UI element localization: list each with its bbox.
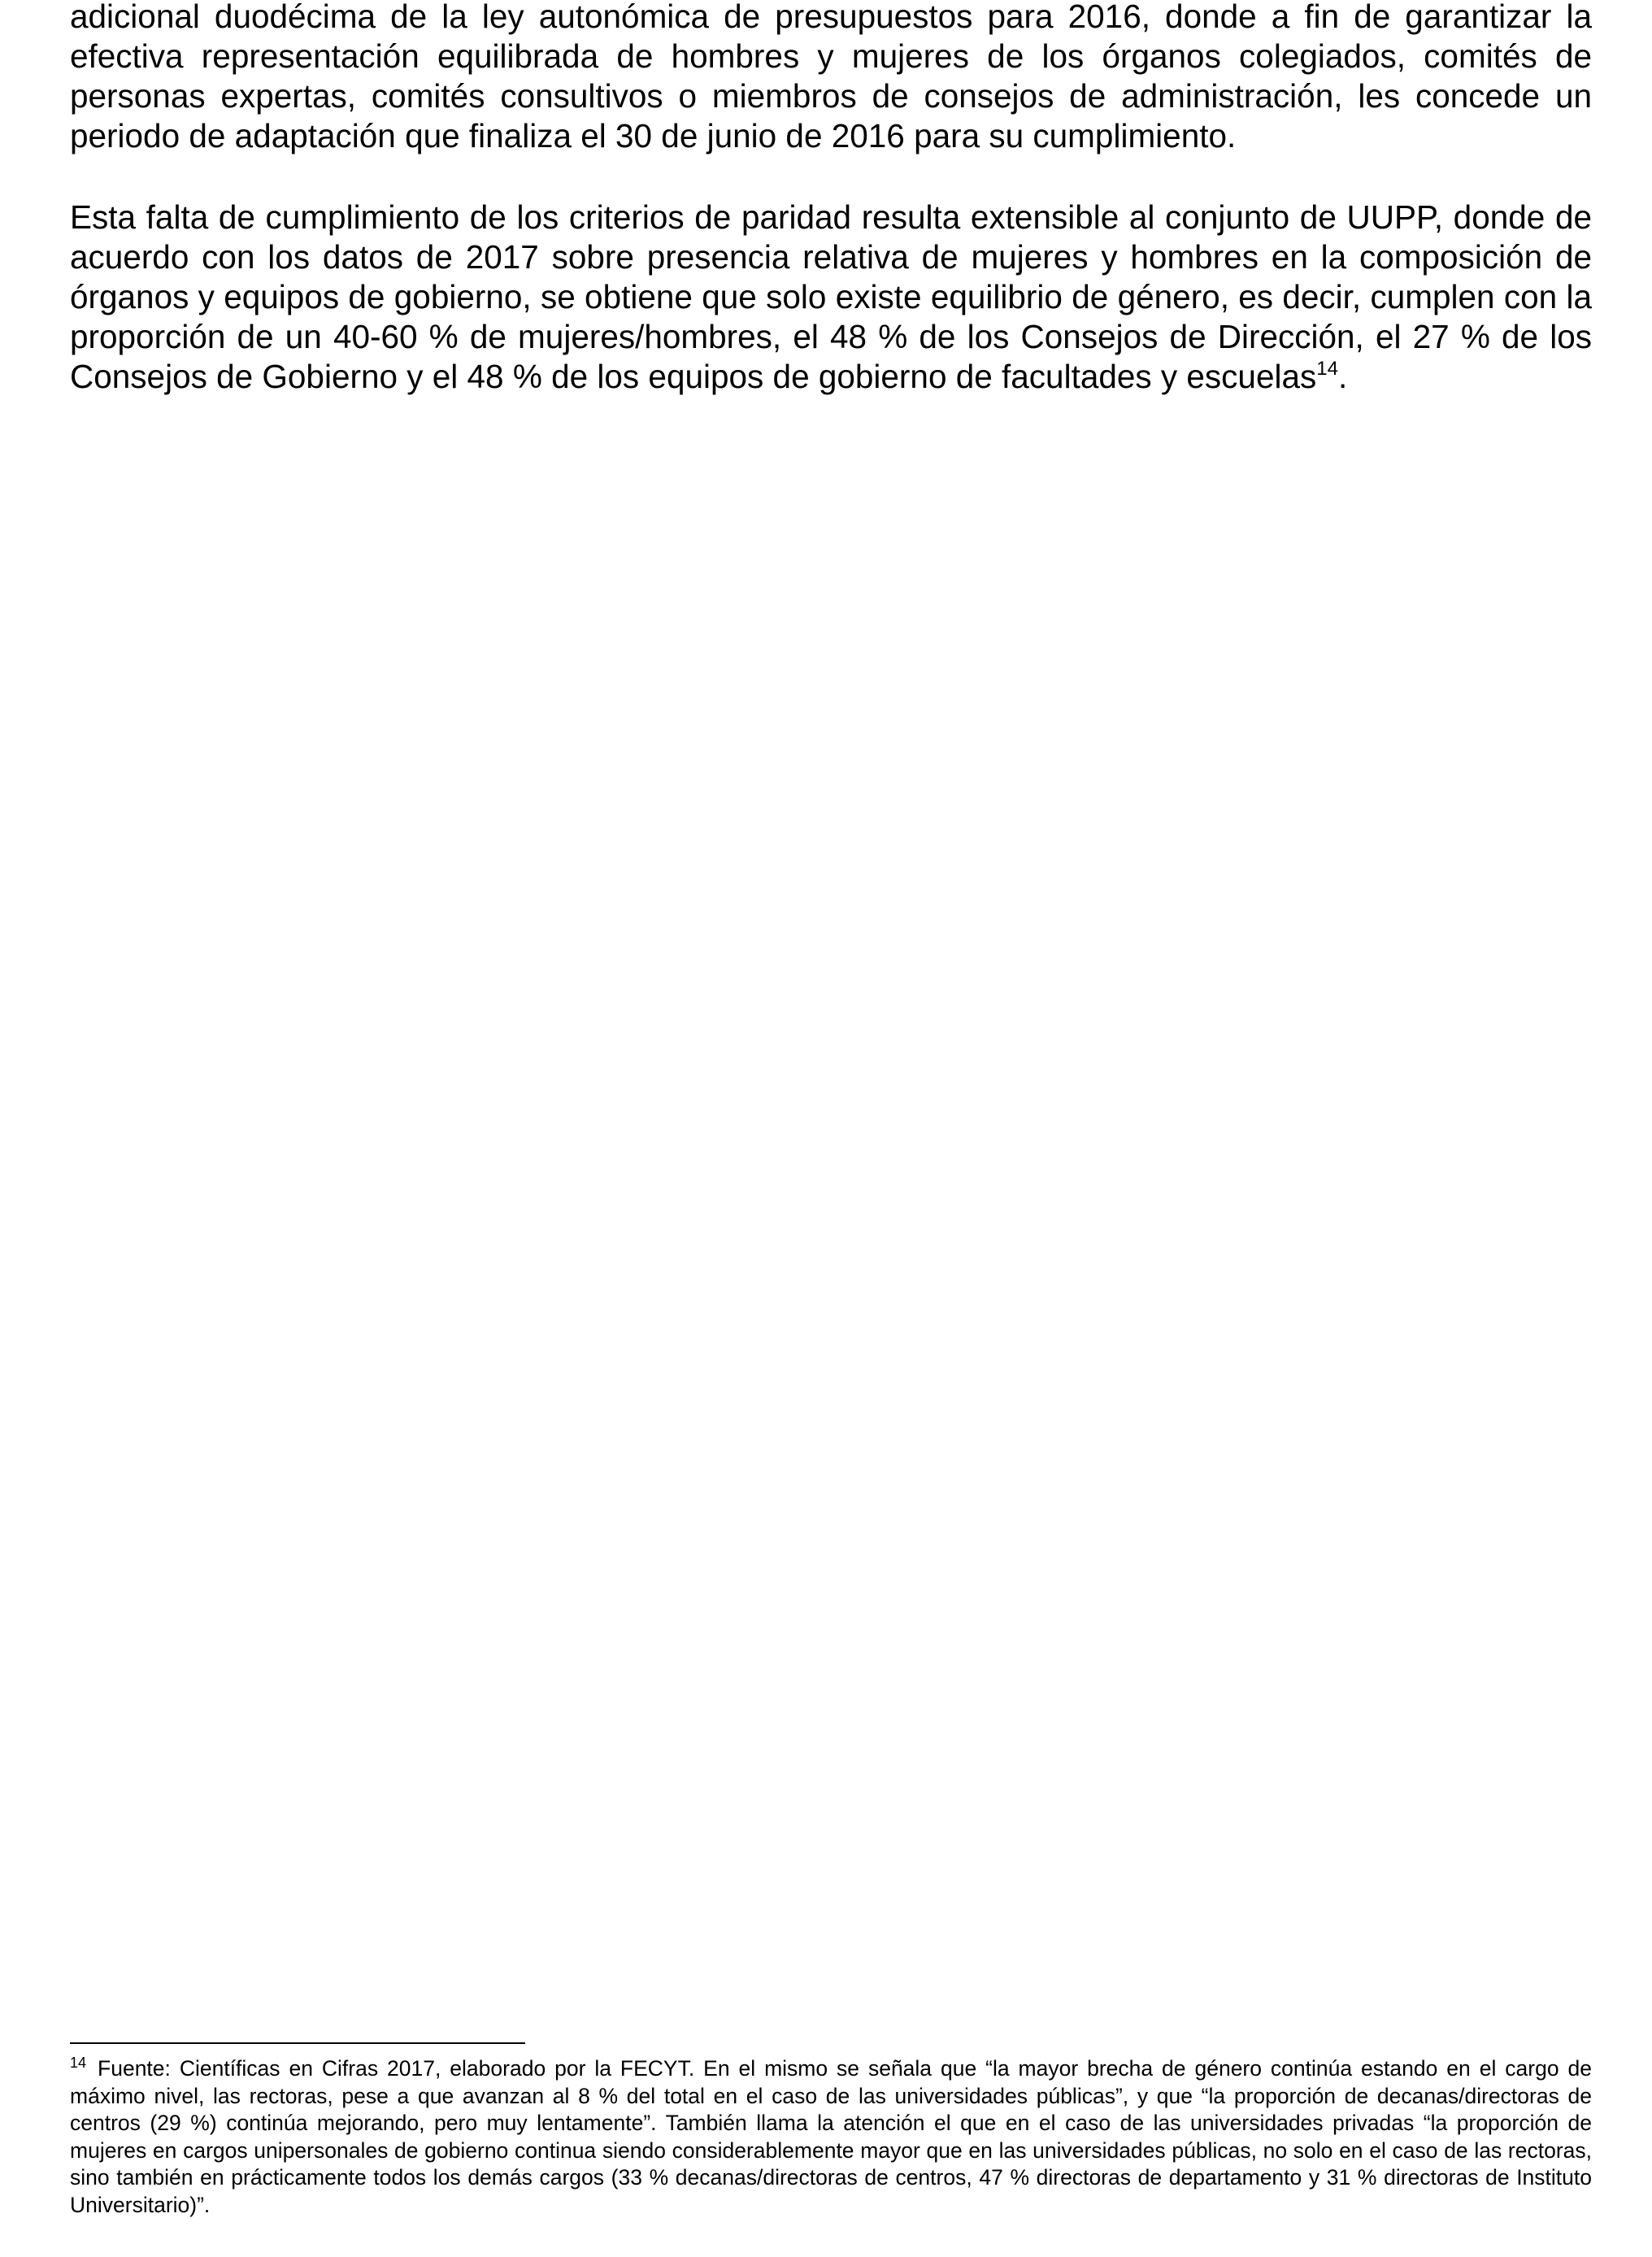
body-paragraph xyxy=(70,0,1592,156)
footnote-separator xyxy=(70,2042,525,2044)
paragraph-end-punctuation: . xyxy=(1337,358,1348,395)
paragraph-text: adicional duodécima de la ley autonómica de presupuestos para 2016, donde a fin de garantizar la efectiva representación equilibrada de hombres y mujeres de los órganos colegiados, comités de personas expertas, comités consultivos o miembros de consejos de administración, les concede un periodo de adaptación que finaliza el 30 de junio de 2016 para su cumplimiento. xyxy=(70,0,1592,154)
footnote-number: 14 xyxy=(70,2055,87,2072)
paragraph-text: Esta falta de cumplimiento de los criterios de paridad resulta extensible al conjunto de UUPP, donde de acuerdo con los datos de 2017 sobre presencia relativa de mujeres y hombres en la composición de órganos y equipos de gobierno, se obtiene que solo existe equilibrio de género, es decir, cumplen con la proporción de un 40-60 % de mujeres/hombres, el 48 % de los Consejos de Dirección, el 27 % de los Consejos de Gobierno y el 48 % de los equipos de gobierno de facultades y escuelas xyxy=(70,198,1592,395)
footnote-reference[interactable]: 14 xyxy=(1316,357,1338,380)
body-paragraph xyxy=(70,198,1592,397)
footnote xyxy=(70,2055,1592,2219)
footnote-text: Fuente: Científicas en Cifras 2017, elaborado por la FECYT. En el mismo se señala que “la mayor brecha de género continúa estando en el cargo de máximo nivel, las rectoras, pese a que avanzan al 8 % del total en el caso de las universidades públicas”, y que “la proporción de decanas/directoras de centros (29 %) continúa mejorando, pero muy lentamente”. También llama la atención el que en el caso de las universidades privadas “la proporción de mujeres en cargos unipersonales de gobierno continua siendo considerablemente mayor que en las universidades públicas, no solo en el caso de las rectoras, sino también en prácticamente todos los demás cargos (33 % decanas/directoras de centros, 47 % directoras de departamento y 31 % directoras de Instituto Universitario)”. xyxy=(70,2056,1592,2217)
